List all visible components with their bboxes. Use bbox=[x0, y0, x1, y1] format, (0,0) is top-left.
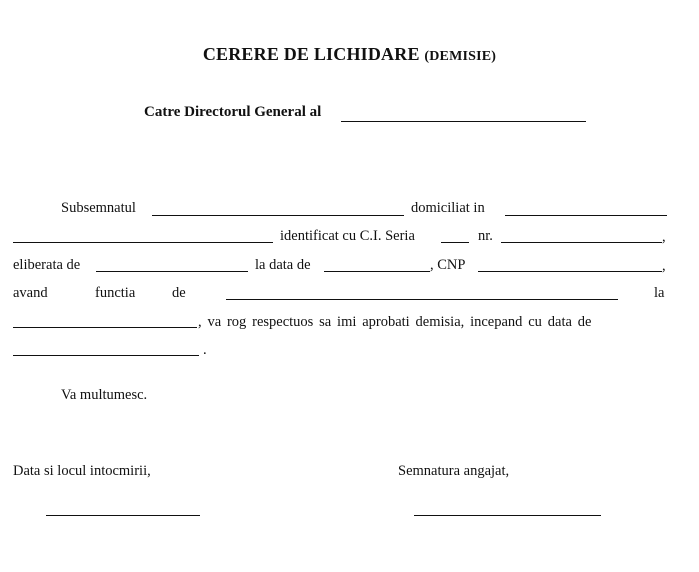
avand-label: avand bbox=[13, 285, 48, 301]
identificat-label: identificat cu C.I. Seria bbox=[280, 228, 415, 244]
address-blank-1[interactable] bbox=[505, 215, 667, 216]
subsemnatul-label: Subsemnatul bbox=[61, 200, 136, 216]
nr-label: nr. bbox=[478, 228, 493, 244]
eliberata-label: eliberata de bbox=[13, 257, 81, 273]
ci-number-blank[interactable] bbox=[501, 242, 662, 243]
date-place-label: Data si locul intocmirii, bbox=[13, 463, 151, 479]
period: . bbox=[203, 342, 207, 358]
signature-blank[interactable] bbox=[414, 515, 601, 516]
title-suffix: (DEMISIE) bbox=[424, 49, 497, 64]
issued-by-blank[interactable] bbox=[96, 271, 248, 272]
address-blank-2[interactable] bbox=[13, 242, 273, 243]
name-blank[interactable] bbox=[152, 215, 404, 216]
comma-2: , bbox=[662, 258, 666, 274]
la-data-de-label: la data de bbox=[255, 257, 311, 273]
domiciliat-label: domiciliat in bbox=[411, 200, 485, 216]
la-label: la bbox=[654, 285, 665, 301]
ci-series-blank[interactable] bbox=[441, 242, 469, 243]
request-text: , va rog respectuos sa imi aprobati demisia, incepand cu data de bbox=[198, 314, 592, 330]
employer-blank[interactable] bbox=[13, 327, 197, 328]
thanks-text: Va multumesc. bbox=[61, 387, 148, 403]
title-main: CERERE DE LICHIDARE bbox=[202, 44, 420, 64]
comma-1: , bbox=[662, 229, 666, 245]
start-date-blank[interactable] bbox=[13, 355, 199, 356]
position-blank[interactable] bbox=[226, 299, 618, 300]
cnp-label: , CNP bbox=[430, 257, 466, 273]
cnp-blank[interactable] bbox=[478, 271, 662, 272]
addressee-label: Catre Directorul General al bbox=[144, 104, 322, 120]
issue-date-blank[interactable] bbox=[324, 271, 430, 272]
de-label: de bbox=[172, 285, 186, 301]
functia-label: functia bbox=[95, 285, 136, 301]
document-title bbox=[0, 44, 699, 65]
date-place-blank[interactable] bbox=[46, 515, 200, 516]
addressee-blank[interactable] bbox=[341, 121, 586, 122]
signature-label: Semnatura angajat, bbox=[398, 463, 510, 479]
